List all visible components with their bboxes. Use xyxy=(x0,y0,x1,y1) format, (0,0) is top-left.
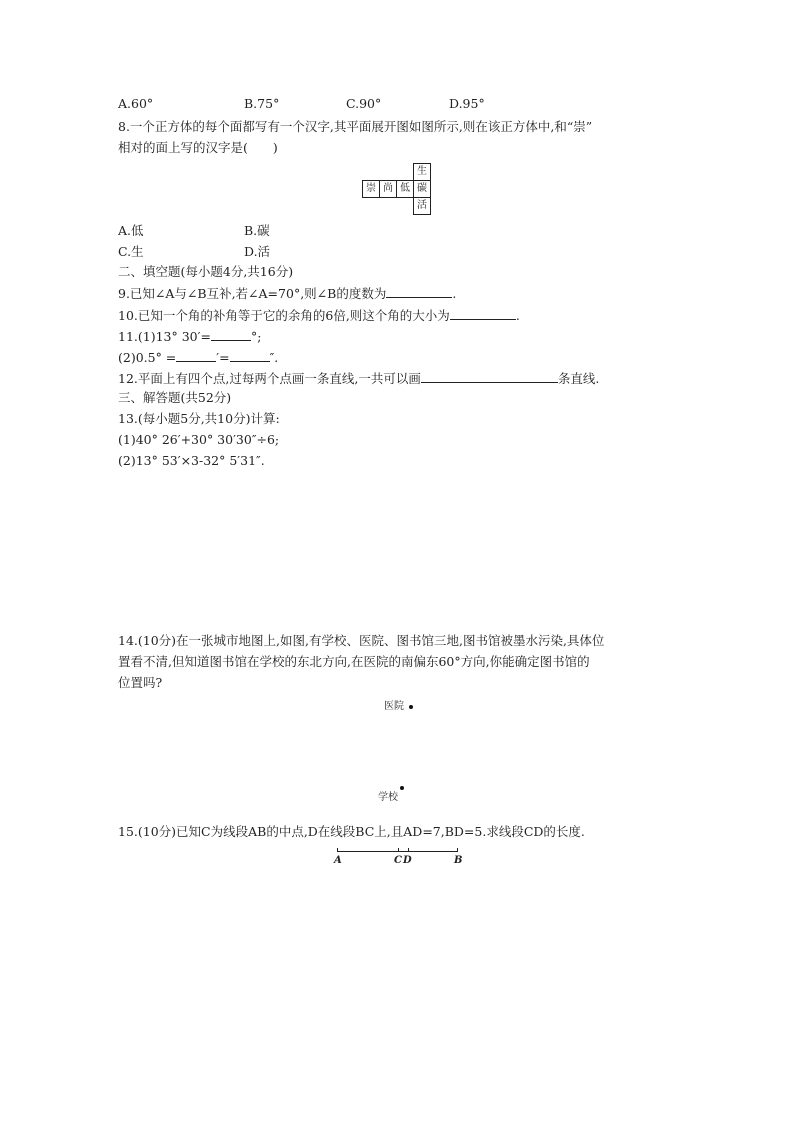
net-cell: 崇 xyxy=(362,180,380,198)
q11-p2-end: ″. xyxy=(269,350,279,365)
q8-option-a: A.低 xyxy=(118,223,144,238)
q12-end: 条直线. xyxy=(557,371,600,386)
point-b-label: B xyxy=(454,855,463,866)
q7-option-a: A.60° xyxy=(118,96,154,111)
q10-end: . xyxy=(515,308,520,323)
section-2-heading: 二、填空题(每小题4分,共16分) xyxy=(118,264,294,279)
net-cell: 碳 xyxy=(413,180,431,198)
q7-option-c: C.90° xyxy=(346,96,382,111)
section-3-heading: 三、解答题(共52分) xyxy=(118,390,232,405)
q12 xyxy=(118,370,599,387)
q11-part1 xyxy=(118,328,261,345)
tick xyxy=(408,848,409,852)
school-label: 学校 xyxy=(378,792,398,803)
q15-text: 15.(10分)已知C为线段AB的中点,D在线段BC上,且AD=7,BD=5.求线段CD的长度. xyxy=(118,824,585,839)
tick xyxy=(337,848,338,852)
q9-text: 9.已知∠A与∠B互补,若∠A=70°,则∠B的度数为 xyxy=(118,286,387,301)
q11-p2-text: (2)0.5° = xyxy=(118,350,177,365)
q8-option-b: B.碳 xyxy=(244,223,270,238)
point-d-label: D xyxy=(403,855,412,866)
q10 xyxy=(118,307,520,324)
q13-part2: (2)13° 53′×3-32° 5′31″. xyxy=(118,453,265,468)
answer-blank[interactable] xyxy=(230,349,270,362)
answer-blank[interactable] xyxy=(450,307,516,320)
q14-line3: 位置吗? xyxy=(118,675,163,690)
answer-blank[interactable] xyxy=(386,285,452,298)
q8-option-c: C.生 xyxy=(118,244,144,259)
q14-line1: 14.(10分)在一张城市地图上,如图,有学校、医院、图书馆三地,图书馆被墨水污染,具体位 xyxy=(118,633,605,648)
q14-line2: 置看不清,但知道图书馆在学校的东北方向,在医院的南偏东60°方向,你能确定图书馆的 xyxy=(118,654,590,669)
point-c-label: C xyxy=(394,855,402,866)
net-cell: 活 xyxy=(413,197,431,215)
net-cell: 尚 xyxy=(379,180,397,198)
q13-part1: (1)40° 26′+30° 30′30″÷6; xyxy=(118,432,280,447)
q8-option-d: D.活 xyxy=(244,244,271,259)
q11-p2-mid: ′= xyxy=(216,350,230,365)
q13-title: 13.(每小题5分,共10分)计算: xyxy=(118,411,280,426)
tick xyxy=(398,848,399,852)
answer-blank[interactable] xyxy=(421,370,558,383)
q11-p1-text: 11.(1)13° 30′= xyxy=(118,329,211,344)
q12-text: 12.平面上有四个点,过每两个点画一条直线,一共可以画 xyxy=(118,371,421,386)
q7-option-b: B.75° xyxy=(244,96,280,111)
q8-line2: 相对的面上写的汉字是( ) xyxy=(118,140,278,155)
point-a-label: A xyxy=(334,855,342,866)
net-cell: 低 xyxy=(396,180,414,198)
hospital-point xyxy=(409,705,413,709)
q9 xyxy=(118,285,456,302)
q7-option-d: D.95° xyxy=(449,96,485,111)
q10-text: 10.已知一个角的补角等于它的余角的6倍,则这个角的大小为 xyxy=(118,308,450,323)
tick xyxy=(457,848,458,852)
q11-p1-unit: °; xyxy=(250,329,262,344)
answer-blank[interactable] xyxy=(176,349,216,362)
q9-end: . xyxy=(452,286,457,301)
school-point xyxy=(400,786,404,790)
hospital-label: 医院 xyxy=(384,701,404,712)
q8-line1: 8.一个正方体的每个面都写有一个汉字,其平面展开图如图所示,则在该正方体中,和“崇” xyxy=(118,119,593,134)
net-cell: 生 xyxy=(413,163,431,181)
answer-blank[interactable] xyxy=(211,328,251,341)
q11-part2 xyxy=(118,349,278,366)
